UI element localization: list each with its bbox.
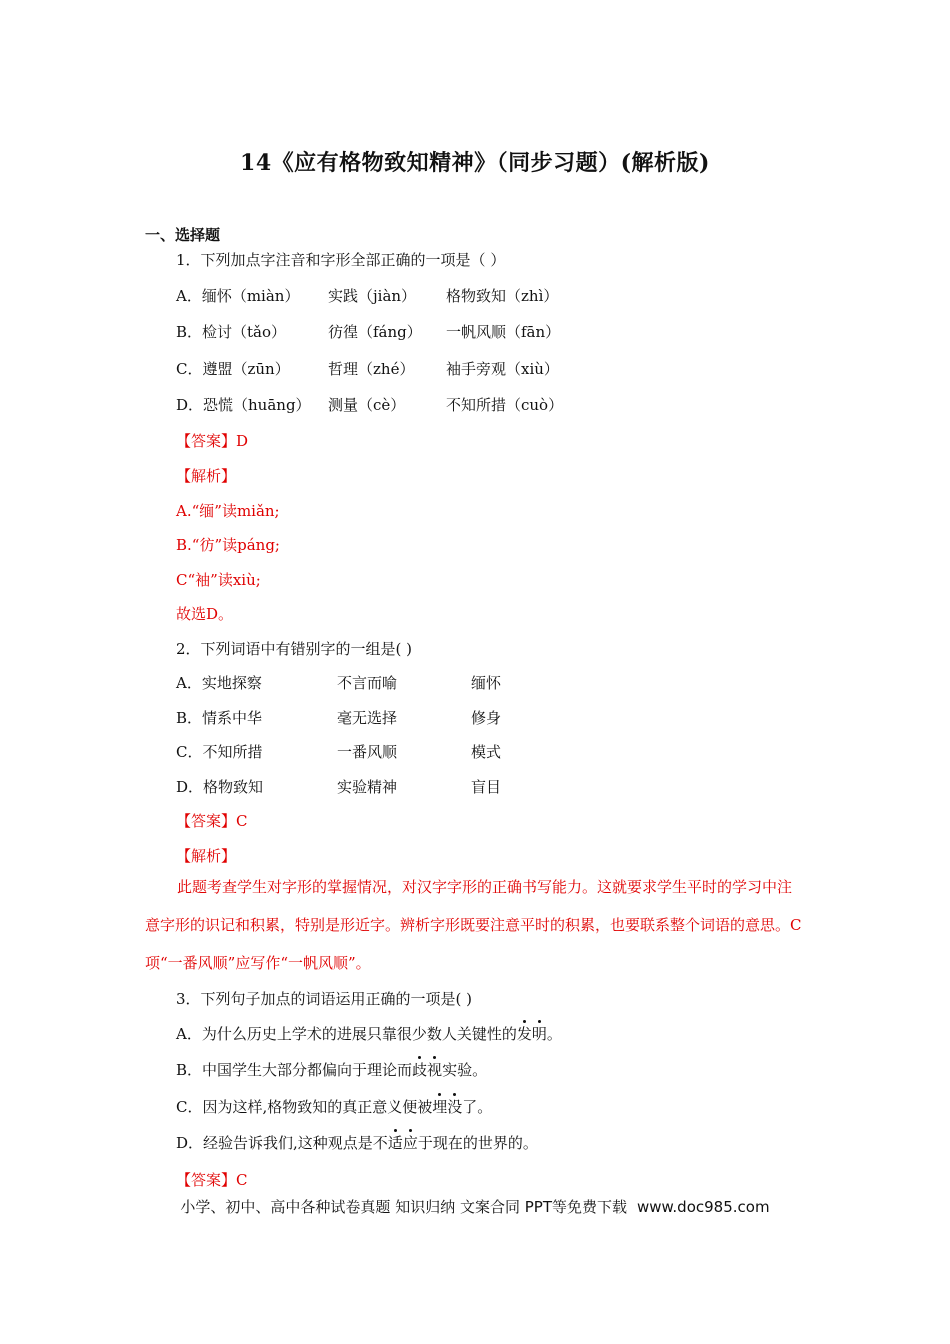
- footer-text: 小学、初中、高中各种试卷真题 知识归纳 文案合同 PPT等免费下载: [180, 1198, 627, 1216]
- option-text: 。: [546, 1025, 562, 1043]
- q3-option-d: [176, 1132, 538, 1153]
- emphasis-char: 适: [387, 1134, 403, 1152]
- q1-analysis-line: B.“彷”读páng;: [176, 536, 280, 554]
- q1-option-b-3: 一帆风顺（fān）: [446, 323, 561, 341]
- q1-option-a-2: 实践（jiàn）: [328, 287, 417, 305]
- section-heading: 一、选择题: [145, 226, 221, 244]
- q2-option-c-3: 模式: [471, 743, 502, 761]
- option-text: 了。: [462, 1098, 493, 1116]
- footer-link[interactable]: www.doc985.com: [636, 1198, 770, 1216]
- q1-option-d-2: 测量（cè）: [328, 396, 406, 414]
- q1-analysis-line: C“袖”读xiù;: [176, 571, 261, 589]
- q3-option-b: [176, 1059, 487, 1080]
- emphasis-char: 埋: [432, 1098, 448, 1116]
- q2-option-a-1: A．实地探察: [176, 674, 262, 692]
- q3-option-a: [176, 1023, 562, 1044]
- q2-option-c-1: C．不知所措: [176, 743, 263, 761]
- q2-option-d-3: 盲目: [471, 778, 502, 796]
- q1-option-c-2: 哲理（zhé）: [328, 360, 415, 378]
- q3-option-c: [176, 1096, 492, 1117]
- q1-option-c-1: C．遵盟（zūn）: [176, 360, 290, 378]
- footer: [0, 1196, 950, 1217]
- answer-value: D: [236, 432, 249, 450]
- answer-label: 【答案】: [176, 1171, 237, 1189]
- option-text: 于现在的世界的。: [417, 1134, 538, 1152]
- q1-option-b-2: 彷徨（fáng）: [328, 323, 422, 341]
- q1-analysis-line: A.“缅”读miǎn;: [176, 502, 280, 520]
- option-text: 实验。: [442, 1061, 488, 1079]
- dotted-word: [432, 1098, 462, 1116]
- q1-option-d-1: D．恐慌（huāng）: [176, 396, 311, 414]
- option-text: C．因为这样,格物致知的真正意义便被: [176, 1098, 433, 1116]
- page-title: 14《应有格物致知精神》（同步习题）(解析版): [240, 150, 710, 176]
- q1-answer: [176, 430, 248, 451]
- q2-option-d-1: D．格物致知: [176, 778, 264, 796]
- emphasis-char: 歧: [412, 1061, 428, 1079]
- answer-value: C: [236, 812, 248, 830]
- dotted-word: [412, 1061, 442, 1079]
- q2-option-b-1: B．情系中华: [176, 709, 263, 727]
- emphasis-char: 应: [402, 1134, 418, 1152]
- answer-label: 【答案】: [176, 812, 237, 830]
- emphasis-char: 没: [447, 1098, 463, 1116]
- option-text: B．中国学生大部分都偏向于理论而: [176, 1061, 413, 1079]
- q1-stem: 1．下列加点字注音和字形全部正确的一项是（ ）: [176, 251, 506, 269]
- dotted-word: [517, 1025, 547, 1043]
- emphasis-char: 明: [531, 1025, 547, 1043]
- q1-analysis-line: 故选D。: [176, 605, 234, 623]
- q2-option-c-2: 一番风顺: [337, 743, 398, 761]
- answer-label: 【答案】: [176, 432, 237, 450]
- q1-analysis-label: 【解析】: [176, 467, 237, 485]
- q2-answer: [176, 810, 248, 831]
- q1-option-c-3: 袖手旁观（xiù）: [446, 360, 559, 378]
- option-text: D．经验告诉我们,这种观点是不: [176, 1134, 388, 1152]
- q2-analysis-label: 【解析】: [176, 847, 237, 865]
- q2-option-a-3: 缅怀: [471, 674, 502, 692]
- emphasis-char: 视: [427, 1061, 443, 1079]
- q2-option-b-2: 毫无选择: [337, 709, 398, 727]
- q1-option-b-1: B．检讨（tǎo）: [176, 323, 287, 341]
- q3-answer: [176, 1169, 248, 1190]
- dotted-word: [388, 1134, 418, 1152]
- q3-stem: 3．下列句子加点的词语运用正确的一项是( ): [176, 990, 473, 1008]
- emphasis-char: 发: [516, 1025, 532, 1043]
- q2-option-d-2: 实验精神: [337, 778, 398, 796]
- q2-option-b-3: 修身: [471, 709, 502, 727]
- q1-option-a-1: A．缅怀（miàn）: [176, 287, 300, 305]
- q1-option-a-3: 格物致知（zhì）: [446, 287, 559, 305]
- q2-analysis-text: 此题考查学生对字形的掌握情况，对汉字字形的正确书写能力。这就要求学生平时的学习中注意字形的识记和积累，特别是形近字。辨析字形既要注意平时的积累，也要联系整个词语的意思。C项“一番风顺”应写作“一帆风顺”。: [145, 878, 802, 972]
- q2-stem: 2．下列词语中有错别字的一组是( ): [176, 640, 413, 658]
- q2-option-a-2: 不言而喻: [337, 674, 398, 692]
- q1-option-d-3: 不知所措（cuò）: [446, 396, 564, 414]
- answer-value: C: [236, 1171, 248, 1189]
- option-text: A．为什么历史上学术的进展只靠很少数人关键性的: [176, 1025, 517, 1043]
